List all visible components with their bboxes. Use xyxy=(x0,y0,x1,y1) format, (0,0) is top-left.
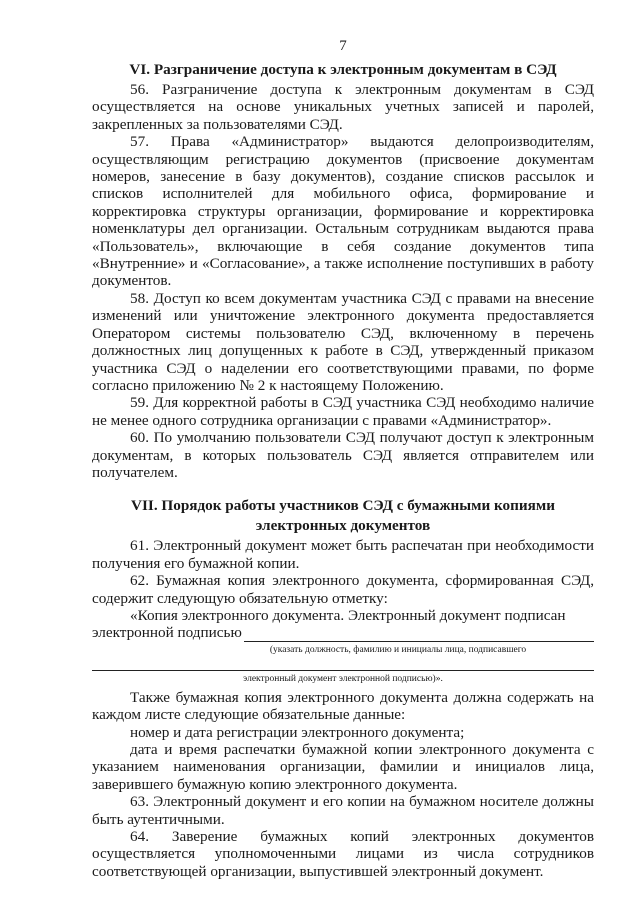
mark-caption-2: электронный документ электронной подписью)». xyxy=(243,673,443,684)
paragraph-56: 56. Разграничение доступа к электронным документам в СЭД осуществляется на основе уникальных учетных записей и паролей, закрепленных за пользователями СЭД. xyxy=(92,81,594,133)
mark-text-line1: «Копия электронного документа. Электронный документ подписан xyxy=(130,606,566,624)
paragraph-also: Также бумажная копия электронного документа должна содержать на каждом листе следующие обязательные данные: xyxy=(92,688,594,724)
mark-text-line2: электронной подписью xyxy=(92,624,242,642)
page-number: 7 xyxy=(339,38,347,54)
signature-blank-line xyxy=(244,627,594,642)
paragraph-62: 62. Бумажная копия электронного документа, сформированная СЭД, содержит следующую обязательную отметку: xyxy=(92,572,594,607)
paragraph-59: 59. Для корректной работы в СЭД участника СЭД необходимо наличие не менее одного сотрудника организации с правами «Администратор». xyxy=(92,394,594,429)
paragraph-64: 64. Заверение бумажных копий электронных документов осуществляется уполномоченными лицами из числа сотрудников соответствующей организации, выпустившей электронный документ. xyxy=(92,828,594,880)
paragraph-60: 60. По умолчанию пользователи СЭД получают доступ к электронным документам, в которых пользователь СЭД является отправителем или получателем. xyxy=(92,429,594,481)
signature-blank-line-2 xyxy=(92,656,594,671)
section-7-title-line2: электронных документов xyxy=(255,517,431,535)
section-7-title-line1: VII. Порядок работы участников СЭД с бумажными копиями xyxy=(131,497,555,515)
paragraph-58: 58. Доступ ко всем документам участника СЭД с правами на внесение изменений или уничтожение электронного документа предоставляется Оператором системы пользователю СЭД, включенному в перечень должностных лиц допущенных к работе в СЭД, утвержденный приказом участника СЭД о наделении его соответствующими правами, по форме согласно приложению № 2 к настоящему Положению. xyxy=(92,289,594,394)
paragraph-61: 61. Электронный документ может быть распечатан при необходимости получения его бумажной копии. xyxy=(92,537,594,572)
paragraph-63: 63. Электронный документ и его копии на бумажном носителе должны быть аутентичными. xyxy=(92,793,594,828)
section-6-title: VI. Разграничение доступа к электронным документам в СЭД xyxy=(129,61,557,78)
paragraph-57: 57. Права «Администратор» выдаются делопроизводителям, осуществляющим регистрацию документов (присвоение документам номеров, занесение в базу документов), создание списков рассылок и списков исполнителей для мобильного офиса, формирование и корректировка структуры организации, формирование и корректировка номенклатуры дел организации. Остальным сотрудникам выдаются права «Пользователь», включающие в себя создание документов типа «Внутренние» и «Согласование», а также исполнение поступивших в работу документов. xyxy=(92,133,594,290)
signature-fill-row xyxy=(92,624,594,641)
list-item-1: номер и дата регистрации электронного документа; xyxy=(130,723,465,741)
mark-caption-1: (указать должность, фамилию и инициалы лица, подписавшего xyxy=(269,644,527,655)
list-item-2: дата и время распечатки бумажной копии электронного документа с указанием наименования организации, фамилии и инициалов лица, заверившего бумажную копию электронного документа. xyxy=(92,741,594,793)
section-gap xyxy=(92,481,594,497)
